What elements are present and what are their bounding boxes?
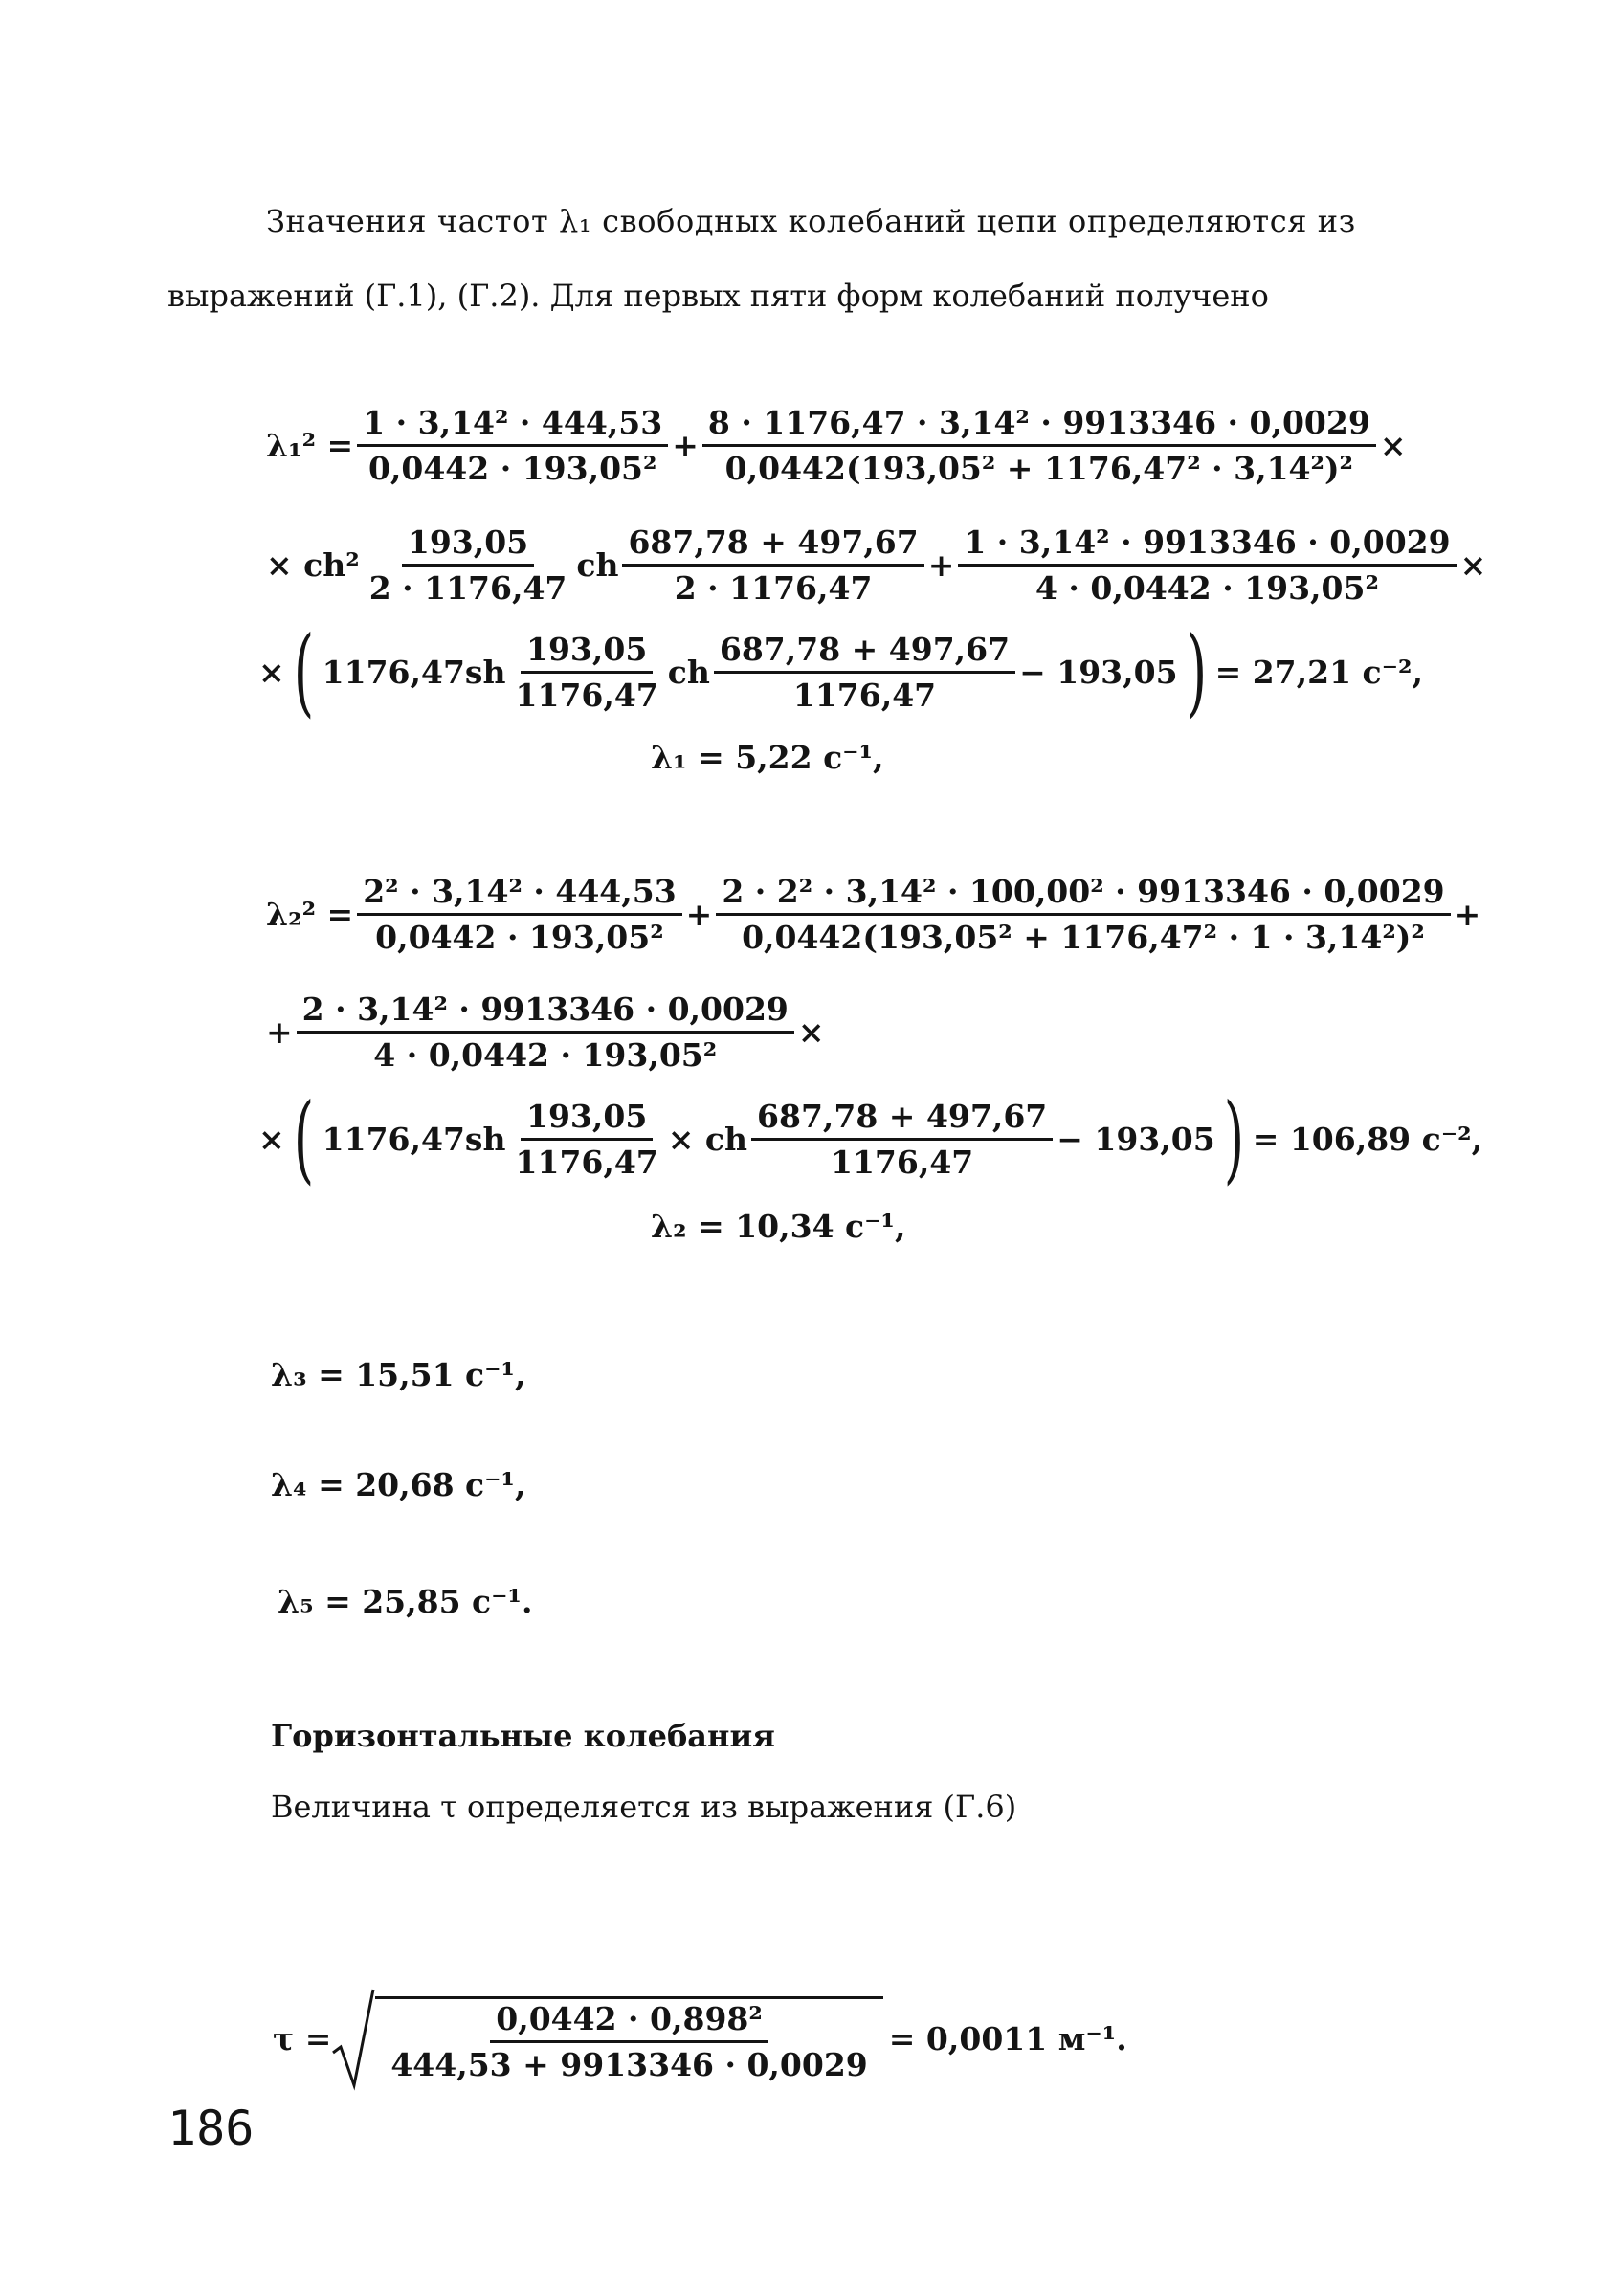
fraction-numerator: 1 · 3,14² · 444,53 [357,407,668,447]
right-paren: ) [1223,1082,1244,1194]
radical-sign-icon [331,1986,375,2091]
fraction-numerator: 687,78 + 497,67 [714,634,1015,674]
lambda2-squared-result: = 106,89 с⁻², [1252,1120,1483,1158]
lambda1-row2-fraction-3 [958,523,1456,607]
plus-sign: + [1454,896,1481,933]
fraction-denominator: 2 · 1176,47 [368,569,567,607]
lambda1-row-3 [258,615,1423,727]
lambda1-lhs: λ₁² = [266,427,354,464]
lambda1-value: λ₁ = 5,22 с⁻¹, [651,739,884,776]
lambda2-row2-fraction [297,990,794,1074]
lambda2-row3-fraction-2 [751,1097,1053,1181]
fraction-denominator: 1176,47 [831,1143,974,1181]
lambda1-row3-fraction-1 [510,630,664,714]
fraction-denominator: 0,0442(193,05² + 1176,47² · 3,14²)² [724,450,1354,487]
right-paren: ) [1186,615,1207,727]
lambda2-fraction-2 [716,873,1450,956]
section-text: Величина τ определяется из выражения (Г.6) [271,1789,1017,1825]
fraction-numerator: 8 · 1176,47 · 3,14² · 9913346 · 0,0029 [702,407,1376,447]
fraction-denominator: 4 · 0,0442 · 193,05² [373,1036,718,1074]
times-sign: × [797,1013,825,1051]
fraction-numerator: 1 · 3,14² · 9913346 · 0,0029 [958,526,1456,567]
fraction-numerator: 2 · 3,14² · 9913346 · 0,0029 [297,993,794,1034]
lambda4-value: λ₄ = 20,68 с⁻¹, [271,1466,526,1503]
sh-term: 1176,47sh [322,1120,506,1158]
intro-line-1: Значения частот λ₁ свободных колебаний цепи определяются из [266,203,1356,239]
lambda2-row-2 [266,990,825,1074]
section-heading: Горизонтальные колебания [271,1718,775,1754]
times-ch-function: × ch [667,1120,748,1158]
minus-term: − 193,05 [1019,653,1178,691]
lambda1-fraction-2 [702,404,1376,487]
lambda2-row-3 [258,1082,1483,1194]
lambda1-row2-fraction-1 [364,523,573,607]
fraction-denominator: 444,53 + 9913346 · 0,0029 [390,2046,868,2083]
tau-result: = 0,0011 м⁻¹. [888,2019,1127,2057]
plus-sign: + [685,896,713,933]
square-root [331,1986,882,2091]
minus-term: − 193,05 [1057,1120,1215,1158]
page-number: 186 [167,2101,255,2156]
lambda2-fraction-1 [357,873,681,956]
fraction-numerator: 0,0442 · 0,898² [490,2003,768,2043]
fraction-denominator: 1176,47 [515,676,658,714]
fraction-denominator: 0,0442(193,05² + 1176,47² · 1 · 3,14²)² [742,919,1425,956]
tau-fraction [385,2000,873,2083]
intro-line-2: выражений (Г.1), (Г.2). Для первых пяти форм колебаний получено [167,278,1269,314]
lambda2-row-1 [266,873,1481,956]
left-paren: ( [293,615,314,727]
times-sign: × [1459,546,1487,584]
fraction-denominator: 1176,47 [515,1143,658,1181]
lambda2-value: λ₂ = 10,34 с⁻¹, [651,1208,906,1245]
fraction-denominator: 0,0442 · 193,05² [375,919,664,956]
left-paren: ( [293,1082,314,1194]
radicand [375,1996,882,2083]
fraction-numerator: 193,05 [521,634,653,674]
lambda1-row3-fraction-2 [714,630,1015,714]
lambda1-fraction-1 [357,404,668,487]
ch-function: ch [667,653,710,691]
sh-term: 1176,47sh [322,653,506,691]
lambda1-squared-result: = 27,21 с⁻², [1214,653,1423,691]
tau-formula [273,1986,1127,2091]
lambda1-row-1 [266,404,1407,487]
fraction-denominator: 2 · 1176,47 [674,569,873,607]
ch-squared-prefix: × ch² [266,546,360,584]
ch-function: ch [576,546,619,584]
fraction-denominator: 4 · 0,0442 · 193,05² [1034,569,1379,607]
plus-prefix: + [266,1013,293,1051]
times-sign: × [1379,427,1407,464]
plus-sign: + [927,546,955,584]
lambda3-value: λ₃ = 15,51 с⁻¹, [271,1356,526,1393]
fraction-numerator: 2 · 2² · 3,14² · 100,00² · 9913346 · 0,0029 [716,876,1450,916]
lambda1-row-2 [266,523,1487,607]
lambda1-row2-fraction-2 [622,523,923,607]
times-prefix: × [258,653,285,691]
lambda2-lhs: λ₂² = [266,896,354,933]
fraction-denominator: 0,0442 · 193,05² [367,450,657,487]
fraction-numerator: 687,78 + 497,67 [622,526,923,567]
fraction-numerator: 2² · 3,14² · 444,53 [357,876,681,916]
tau-lhs: τ = [273,2019,332,2057]
fraction-denominator: 1176,47 [792,676,937,714]
lambda2-row3-fraction-1 [510,1097,664,1181]
fraction-numerator: 687,78 + 497,67 [751,1101,1053,1141]
fraction-numerator: 193,05 [521,1101,653,1141]
times-prefix: × [258,1120,285,1158]
lambda5-value: λ₅ = 25,85 с⁻¹. [278,1583,533,1620]
fraction-numerator: 193,05 [402,526,534,567]
plus-sign: + [672,427,699,464]
